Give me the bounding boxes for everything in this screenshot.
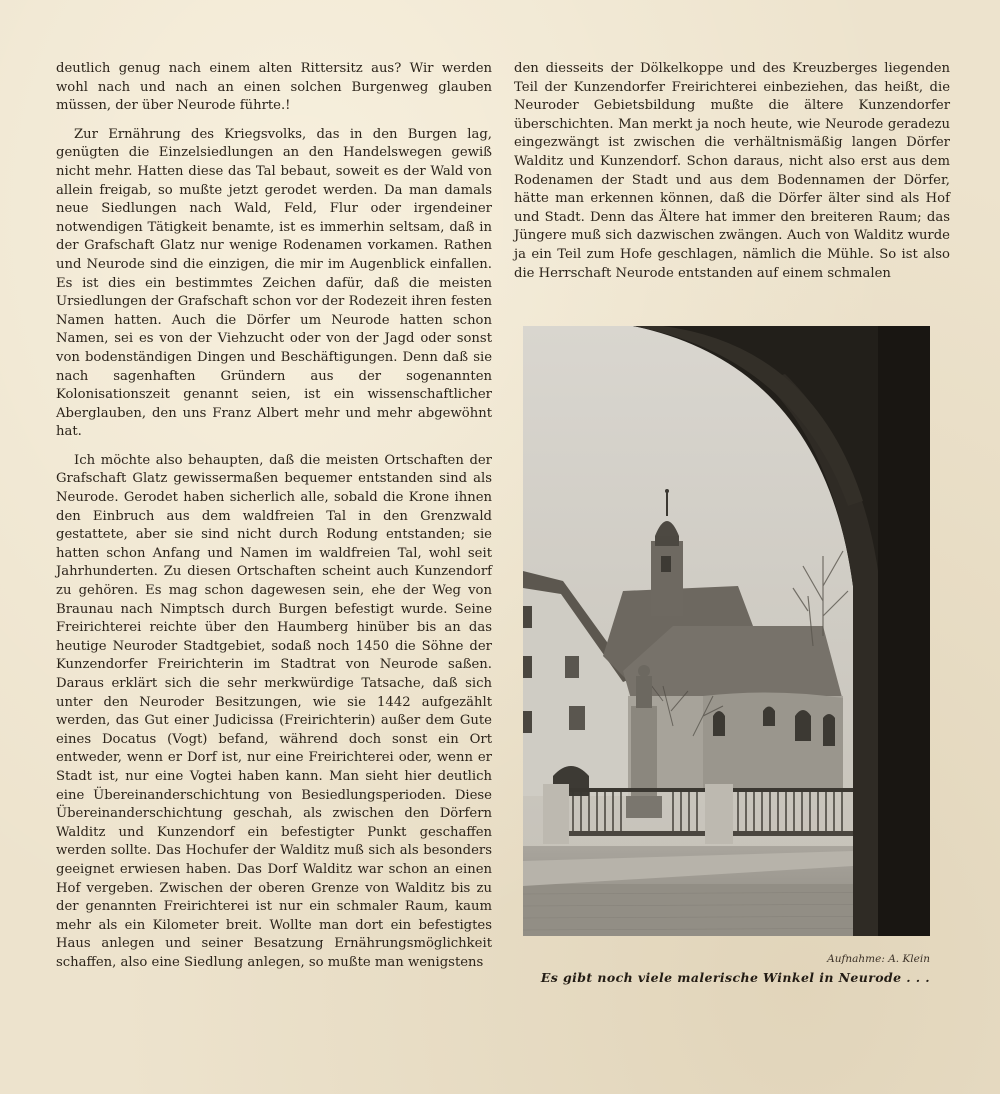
left-text-column <box>56 60 492 973</box>
paragraph-2: Zur Ernährung des Kriegsvolks, das in den Burgen lag, genügten die Einzelsiedlungen an den Handelswegen gewiß nicht mehr. Hatten diese das Tal bebaut, soweit es der Wald von allein freigab, so mußte jetzt gerodet werden. Da man damals neue Siedlungen nach Wald, Feld, Flur oder irgendeiner notwendigen Tätigkeit benamte, ist es immerhin seltsam, daß in der Grafschaft Glatz nur wenige Rodenamen vorkamen. Rathen und Neurode sind die einzigen, die mir im Augenblick einfallen. Es ist dies ein bestimmtes Zeichen dafür, daß die meisten Ursiedlungen der Grafschaft schon vor der Rodezeit ihren festen Namen hatten. Auch die Dörfer um Neurode hatten schon Namen, sei es von der Viehzucht oder von der Jagd oder sonst von bodenständigen Dingen und Beschäftigungen. Denn daß sie nach sagenhaften Gründern aus der sogenannten Kolonisationszeit genannt seien, ist ein wissenschaftlicher Aberglauben, den uns Franz Albert mehr und mehr abgewöhnt hat. <box>56 126 492 440</box>
paragraph-1: deutlich genug nach einem alten Rittersitz aus? Wir werden wohl nach und nach an einen solchen Burgenweg glauben müssen, der über Neurode führte.! <box>56 61 492 114</box>
right-text-column <box>514 60 950 283</box>
photo-caption: Es gibt noch viele malerische Winkel in Neurode . . . <box>540 970 930 985</box>
paragraph-4: den diesseits der Dölkelkoppe und des Kreuzberges liegenden Teil der Kunzendorfer Freirichterei einbeziehen, das heißt, die Neuroder Gebietsbildung mußte die ältere Kunzendorfer überschichten. Man merkt ja noch heute, wie Neurode geradezu eingezwängt ist zwischen die verhältnismäßig langen Dörfer Walditz und Kunzendorf. Schon daraus, nicht also erst aus dem Rodenamen der Stadt und aus dem Bodennamen der Dörfer, hätte man erkennen können, daß die Dörfer älter sind als Hof und Stadt. Denn das Ältere hat immer den breiteren Raum; das Jüngere muß sich dazwischen zwängen. Auch von Walditz wurde ja ein Teil zum Hofe geschlagen, nämlich die Mühle. So ist also die Herrschaft Neurode entstanden auf einem schmalen <box>514 61 950 281</box>
photo-credit: Aufnahme: A. Klein <box>827 953 930 965</box>
paragraph-3: Ich möchte also behaupten, daß die meisten Ortschaften der Grafschaft Glatz gewissermaßen bequemer entstanden sind als Neurode. Gerodet haben sicherlich alle, sobald die Krone ihnen den Einbruch aus dem waldfreien Tal in den Grenzwald gestattete, aber sie sind nicht durch Rodung entstanden; sie hatten schon Anfang und Namen im waldfreien Tal, wohl seit Jahrhunderten. Zu diesen Ortschaften scheint auch Kunzendorf zu gehören. Es mag schon dagewesen sein, ehe der Weg von Braunau nach Nimptsch durch Burgen befestigt wurde. Seine Freirichterei reichte über den Haumberg hinüber bis an das heutige Neuroder Stadtgebiet, sodaß noch 1450 die Söhne der Kunzendorfer Freirichterin im Stadtrat von Neurode saßen. Daraus erklärt sich die sehr merkwürdige Tatsache, daß sich unter den Neuroder Besitzungen, wie sie 1442 aufgezählt werden, das Gut einer Judicissa (Freirichterin) außer dem Gute eines Docatus (Vogt) befand, während doch sonst ein Ort entweder, wenn er Dorf ist, nur eine Freirichterei oder, wenn er Stadt ist, nur eine Vogtei haben kann. Man sieht hier deutlich eine Übereinanderschichtung von Besiedlungsperioden. Diese Übereinanderschichtung geschah, als zwischen den Dörfern Walditz und Kunzendorf ein befestigter Punkt geschaffen werden sollte. Das Hochufer der Walditz muß sich als besonders geeignet erwiesen haben. Das Dorf Walditz war schon an einen Hof vergeben. Zwischen der oberen Grenze von Walditz bis zu der genannten Freirichterei ist nur ein schmaler Raum, kaum mehr als ein Kilometer breit. Wollte man dort ein befestigtes Haus anlegen und seiner Besatzung Ernährungsmöglichkeit schaffen, also eine Siedlung anlegen, so mußte man wenigstens <box>56 452 492 970</box>
church-photo-illustration <box>523 326 930 936</box>
church-photo <box>523 326 930 936</box>
